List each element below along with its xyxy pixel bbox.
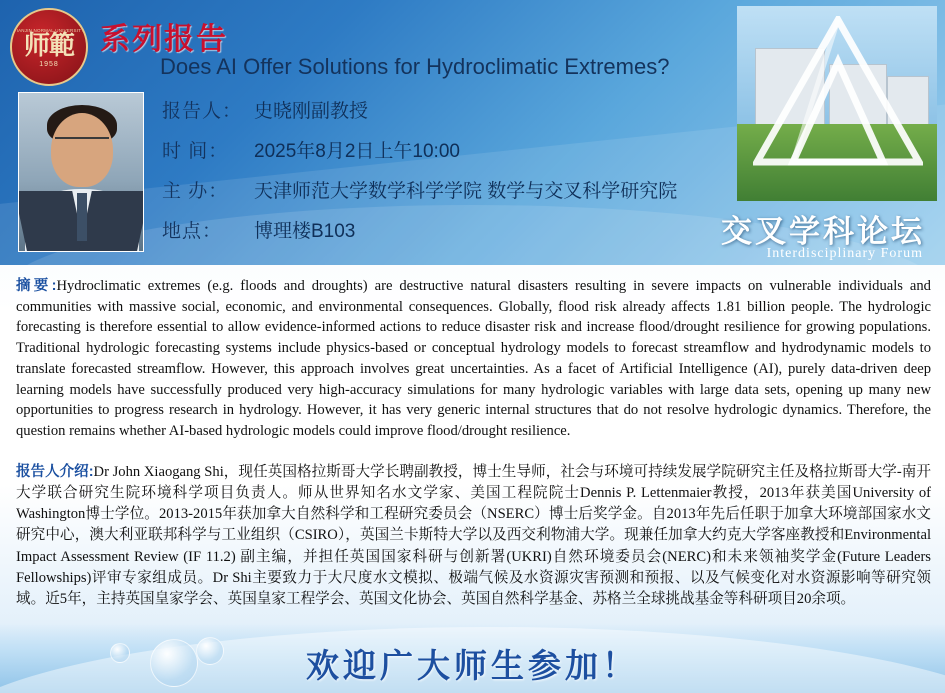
speaker-bio-section bbox=[16, 462, 931, 610]
triangle-emblem-icon bbox=[753, 16, 923, 166]
info-label-location: 地点： bbox=[162, 221, 223, 242]
photo-tie bbox=[77, 193, 87, 241]
bio-text: Dr John Xiaogang Shi，现任英国格拉斯哥大学长聘副教授，博士生导师，社会与环境可持续发展学院研究主任及格拉斯哥大学-南开大学联合研究生院环境科学项目负责人。师从世界知名水文学家、美国工程院院士Dennis P. Lettenmaier教授，2013年获美国University of Washington博士学位。2013-2015年获加拿大自然科学和工程研究委员会（NSERC）博士后奖学金。自2013年先后任职于加拿大环境部国家水文研究中心，澳大利亚联邦科学与工业组织（CSIRO），英国兰卡斯特大学以及西交利物浦大学。现兼任加拿大约克大学客座教授和Environmental Impact Assessment Review (IF 11.2) 副主编，并担任英国国家科研与创新署(UKRI)自然环境委员会(NERC)和未来领袖奖学金(Future Leaders Fellowships)评审专家组成员。Dr Shi主要致力于大尺度水文模拟、极端气候及水资源灾害预测和预报、以及气候变化对水资源影响等研究领域。近5年，主持英国皇家学会、英国皇家工程学会、英国文化协会、英国自然科学基金、苏格兰全球挑战基金等科研项目20余项。 bbox=[16, 464, 931, 607]
forum-name-english: Interdisciplinary Forum bbox=[766, 246, 923, 261]
info-value-speaker: 史晓刚副教授 bbox=[254, 101, 369, 122]
bio-keyword: 报告人介绍: bbox=[16, 464, 94, 480]
abstract-text: Hydroclimatic extremes (e.g. floods and droughts) are destructive natural disasters resulting in severe impacts on vulnerable individuals and communities with massive social, economic, and environmental consequences. Globally, flood risk already affects 1.81 billion people. The hydrologic forecasting is therefore essential to allow evidence-informed actions to reduce disaster risk and increase flood/drought resilience for growing populations. Traditional hydrologic forecasting systems include physics-based or conceptual hydrology models to forecast streamflow and hydrodynamic models to translate forecasted streamflow. However, this approach involves great uncertainties. As a facet of Artificial Intelligence (AI), purely data-driven deep learning models have successfully produced very high-accuracy simulations for many hydrologic variables with large data sets, opening up many new opportunities to progress research in hydrology. However, it has very generic internal structures that do not resolve hydrologic dynamics. Therefore, the question remains whether AI-based hydrologic models could improve flood/drought resilience. bbox=[16, 278, 931, 440]
talk-info-block bbox=[162, 96, 762, 256]
logo-year: 1958 bbox=[39, 60, 59, 68]
university-logo bbox=[10, 8, 88, 86]
photo-glasses bbox=[55, 137, 109, 151]
forum-name-chinese: 交叉学科论坛 bbox=[721, 214, 925, 249]
logo-english-text: TIANJIN NORMAL UNIVERSITY bbox=[13, 27, 85, 33]
info-value-time: 2025年8月2日上午10:00 bbox=[254, 141, 460, 162]
welcome-message: 欢迎广大师生参加！ bbox=[306, 649, 639, 685]
info-row-location bbox=[162, 216, 762, 243]
info-label-organizer: 主 办： bbox=[162, 181, 229, 202]
abstract-keyword: 摘要: bbox=[16, 278, 57, 294]
info-row-organizer bbox=[162, 176, 762, 203]
series-title: 系列报告 bbox=[100, 23, 228, 56]
info-label-speaker: 报告人： bbox=[162, 101, 243, 122]
abstract-section bbox=[16, 276, 931, 442]
info-value-location: 博理楼B103 bbox=[254, 221, 356, 242]
info-row-speaker bbox=[162, 96, 762, 123]
logo-chinese-text: 师範 bbox=[23, 30, 74, 60]
speaker-photo bbox=[18, 92, 144, 252]
info-value-organizer: 天津师范大学数学科学学院 数学与交叉科学研究院 bbox=[254, 181, 678, 202]
talk-title: Does AI Offer Solutions for Hydroclimatic Extremes? bbox=[160, 54, 670, 79]
info-row-time bbox=[162, 136, 762, 163]
info-label-time: 时 间： bbox=[162, 141, 229, 162]
footer-banner bbox=[0, 623, 945, 693]
